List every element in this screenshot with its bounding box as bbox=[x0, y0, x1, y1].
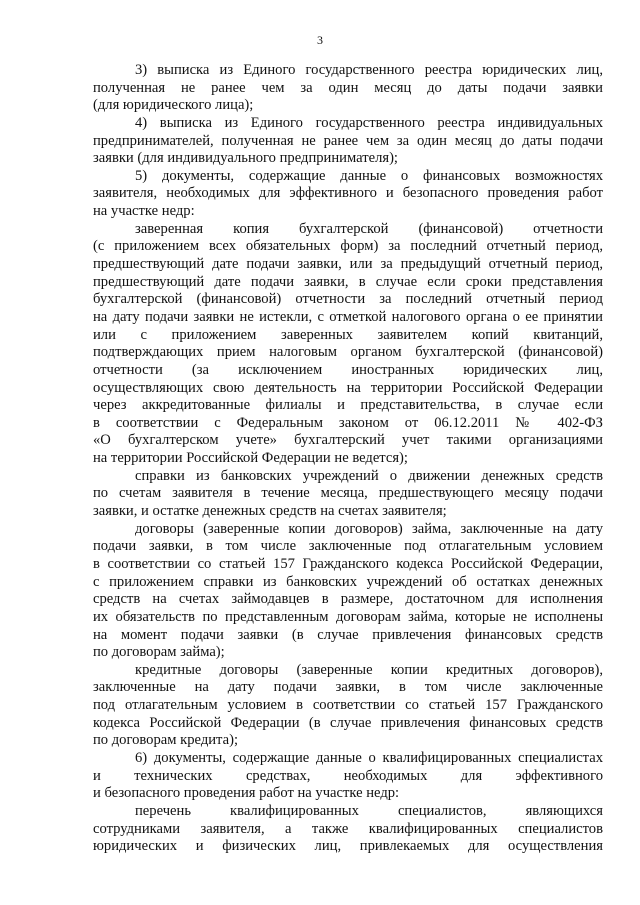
text-line: заключенные на дату подачи заявки, в том числе заключенные bbox=[93, 679, 603, 696]
text-line: или с приложением заверенных заявителем копий квитанций, bbox=[93, 326, 603, 343]
text-line: на территории Российской Федерации не ведется); bbox=[93, 450, 408, 467]
text-line: в соответствии со статьей 157 Гражданского кодекса Российской Федерации, bbox=[93, 555, 603, 572]
text-line: 6) документы, содержащие данные о квалифицированных специалистах bbox=[135, 749, 603, 766]
page-number: 3 bbox=[317, 33, 323, 47]
text-line: юридических и физических лиц, привлекаемых для осуществления bbox=[93, 838, 603, 855]
text-line: 5) документы, содержащие данные о финансовых возможностях bbox=[135, 167, 603, 184]
text-line: бухгалтерской (финансовой) отчетности за последний отчетный период bbox=[93, 291, 603, 308]
text-line: «О бухгалтерском учете» бухгалтерский учет такими организациями bbox=[93, 432, 603, 449]
text-line: отчетности (за исключением иностранных юридических лиц, bbox=[93, 361, 603, 378]
text-line: на момент подачи заявки (в случае привлечения финансовых средств bbox=[93, 626, 603, 643]
text-line: по договорам займа); bbox=[93, 644, 225, 661]
text-line: заявки, и остатке денежных средств на счетах заявителя; bbox=[93, 503, 447, 520]
text-line: подтверждающих прием налоговым органом бухгалтерской (финансовой) bbox=[93, 344, 603, 361]
text-line: осуществляющих свою деятельность на территории Российской Федерации bbox=[93, 379, 603, 396]
text-line: их обязательств по представленным договорам займа, которые не исполнены bbox=[93, 608, 603, 625]
text-line: 3) выписка из Единого государственного реестра юридических лиц, bbox=[135, 62, 603, 78]
text-line: предшествующий дате подачи заявки, или за предыдущий отчетный период, bbox=[93, 256, 603, 273]
text-line: справки из банковских учреждений о движении денежных средств bbox=[135, 467, 603, 484]
text-line: подачи заявки, в том числе заключенные под отлагательным условием bbox=[93, 538, 603, 555]
text-line: кодекса Российской Федерации (в случае привлечения финансовых средств bbox=[93, 714, 603, 731]
text-line: предшествующий дате подачи заявки, в случае если сроки представления bbox=[93, 273, 603, 290]
text-line: и технических средствах, необходимых для эффективного bbox=[93, 767, 603, 784]
text-line: под отлагательным условием в соответствии со статьей 157 Гражданского bbox=[93, 697, 603, 714]
text-line: на участке недр: bbox=[93, 203, 195, 220]
text-line: по счетам заявителя в течение месяца, предшествующего месяцу подачи bbox=[93, 485, 603, 502]
text-line: сотрудниками заявителя, а также квалифицированных специалистов bbox=[93, 820, 603, 837]
text-line: 4) выписка из Единого государственного реестра индивидуальных bbox=[135, 114, 603, 131]
text-line: кредитные договоры (заверенные копии кредитных договоров), bbox=[135, 661, 603, 678]
text-line: на дату подачи заявки не истекли, с отметкой налогового органа о ее принятии bbox=[93, 308, 603, 325]
text-line: предпринимателей, полученная не ранее чем за один месяц до даты подачи bbox=[93, 132, 603, 149]
text-line: перечень квалифицированных специалистов, являющихся bbox=[135, 802, 603, 819]
text-line: через аккредитованные филиалы и представительства, в случае если bbox=[93, 397, 603, 414]
text-line: (с приложением всех обязательных форм) за последний отчетный период, bbox=[93, 238, 603, 255]
text-line: и безопасного проведения работ на участке недр: bbox=[93, 785, 400, 802]
text-line: заявки (для индивидуального предпринимателя); bbox=[93, 150, 398, 167]
text-line: (для юридического лица); bbox=[93, 97, 254, 114]
text-line: в соответствии с Федеральным законом от 06.12.2011 № 402-ФЗ bbox=[93, 414, 603, 431]
text-line: договоры (заверенные копии договоров) займа, заключенные на дату bbox=[135, 520, 603, 537]
text-line: с приложением справки из банковских учреждений об остатках денежных bbox=[93, 573, 603, 590]
text-line: средств на счетах займодавцев в размере, достаточном для исполнения bbox=[93, 591, 603, 608]
text-line: полученная не ранее чем за один месяц до даты подачи заявки bbox=[93, 79, 603, 96]
text-line: по договорам кредита); bbox=[93, 732, 238, 749]
document-body bbox=[93, 62, 603, 856]
text-line: заявителя, необходимых для эффективного и безопасного проведения работ bbox=[93, 185, 603, 202]
text-line: заверенная копия бухгалтерской (финансовой) отчетности bbox=[135, 220, 603, 237]
